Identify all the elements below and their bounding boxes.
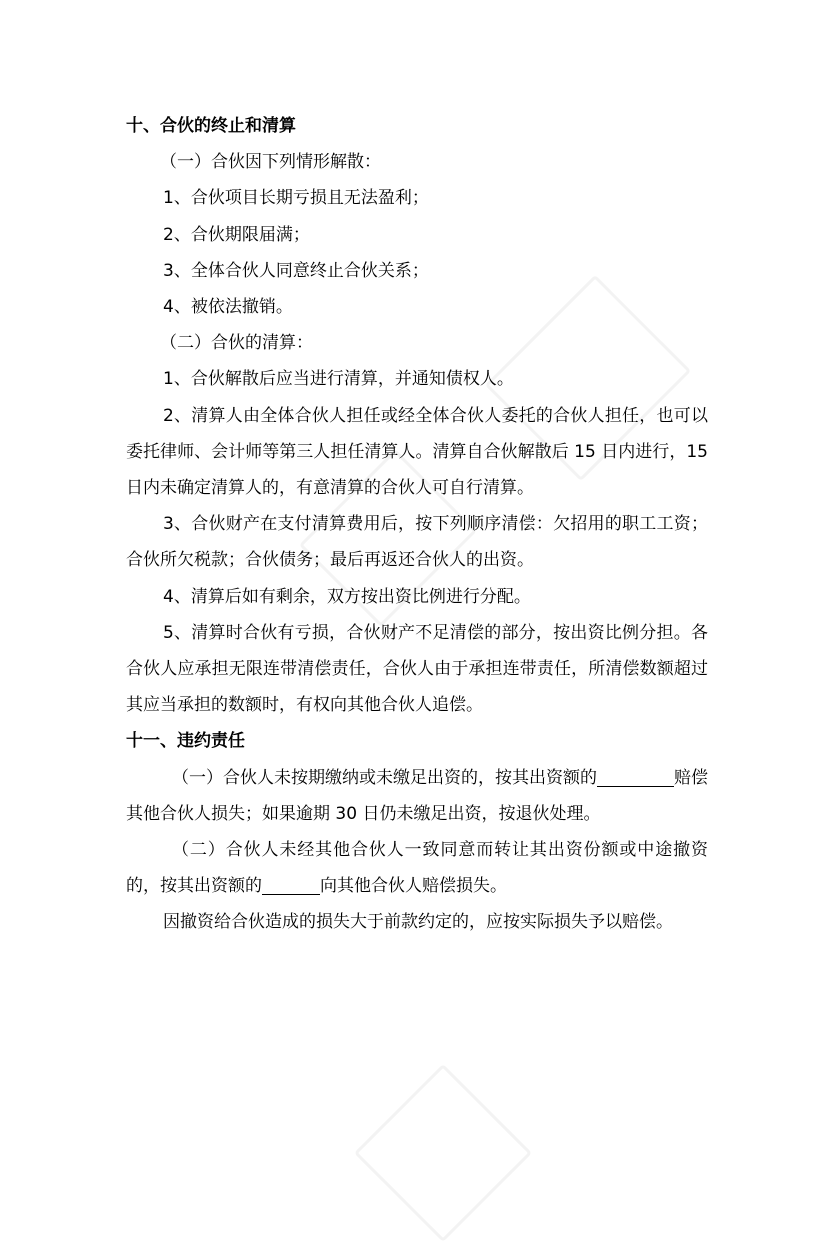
dissolution-item: 1、合伙项目长期亏损且无法盈利； (163, 188, 429, 209)
fill-in-blank (597, 764, 674, 787)
liquidation-item: 5、清算时合伙有亏损，合伙财产不足清偿的部分，按出资比例分担。各合伙人应承担无限连带清偿责任，合伙人由于承担连带责任，所清偿数额超过其应当承担的数额时，有权向其他合伙人追偿。 (126, 622, 708, 716)
liquidation-item: 4、清算后如有剩余，双方按出资比例进行分配。 (163, 586, 531, 607)
clause-text: （一）合伙人未按期缴纳或未缴足出资的，按其出资额的 (172, 767, 597, 788)
liquidation-title: （二）合伙的清算： (160, 333, 313, 354)
watermark-logo (354, 1064, 532, 1242)
breach-clause-3: 因撤资给合伙造成的损失大于前款约定的，应按实际损失予以赔偿。 (163, 912, 673, 933)
clause-text: 向其他合伙人赔偿损失。 (320, 876, 507, 897)
clause-text: （二）合伙人未经其他合伙人一致同意而转让其出资份额或中途撤资的，按其出资额的 (126, 840, 708, 897)
fill-in-blank (262, 872, 320, 895)
breach-clause-1 (126, 760, 708, 832)
document-body (126, 108, 708, 941)
breach-clause-2 (126, 832, 708, 904)
section-10-heading: 十、合伙的终止和清算 (126, 116, 296, 136)
dissolution-item: 4、被依法撤销。 (163, 297, 293, 318)
dissolution-item: 2、合伙期限届满； (163, 224, 310, 245)
liquidation-item: 1、合伙解散后应当进行清算，并通知债权人。 (163, 369, 514, 390)
clause-text: 赔偿其他合伙人损失；如果逾期 30 日仍未缴足出资，按退伙处理。 (126, 767, 708, 824)
section-11-heading: 十一、违约责任 (126, 731, 245, 752)
dissolution-title: （一）合伙因下列情形解散： (160, 152, 381, 173)
dissolution-item: 3、全体合伙人同意终止合伙关系； (163, 260, 429, 281)
liquidation-item: 2、清算人由全体合伙人担任或经全体合伙人委托的合伙人担任，也可以委托律师、会计师等第三人担任清算人。清算自合伙解散后 15 日内进行，15 日内未确定清算人的，有意清算的合伙人可自行清算。 (126, 405, 708, 499)
liquidation-item: 3、合伙财产在支付清算费用后，按下列顺序清偿：欠招用的职工工资；合伙所欠税款；合伙债务；最后再返还合伙人的出资。 (126, 514, 708, 571)
